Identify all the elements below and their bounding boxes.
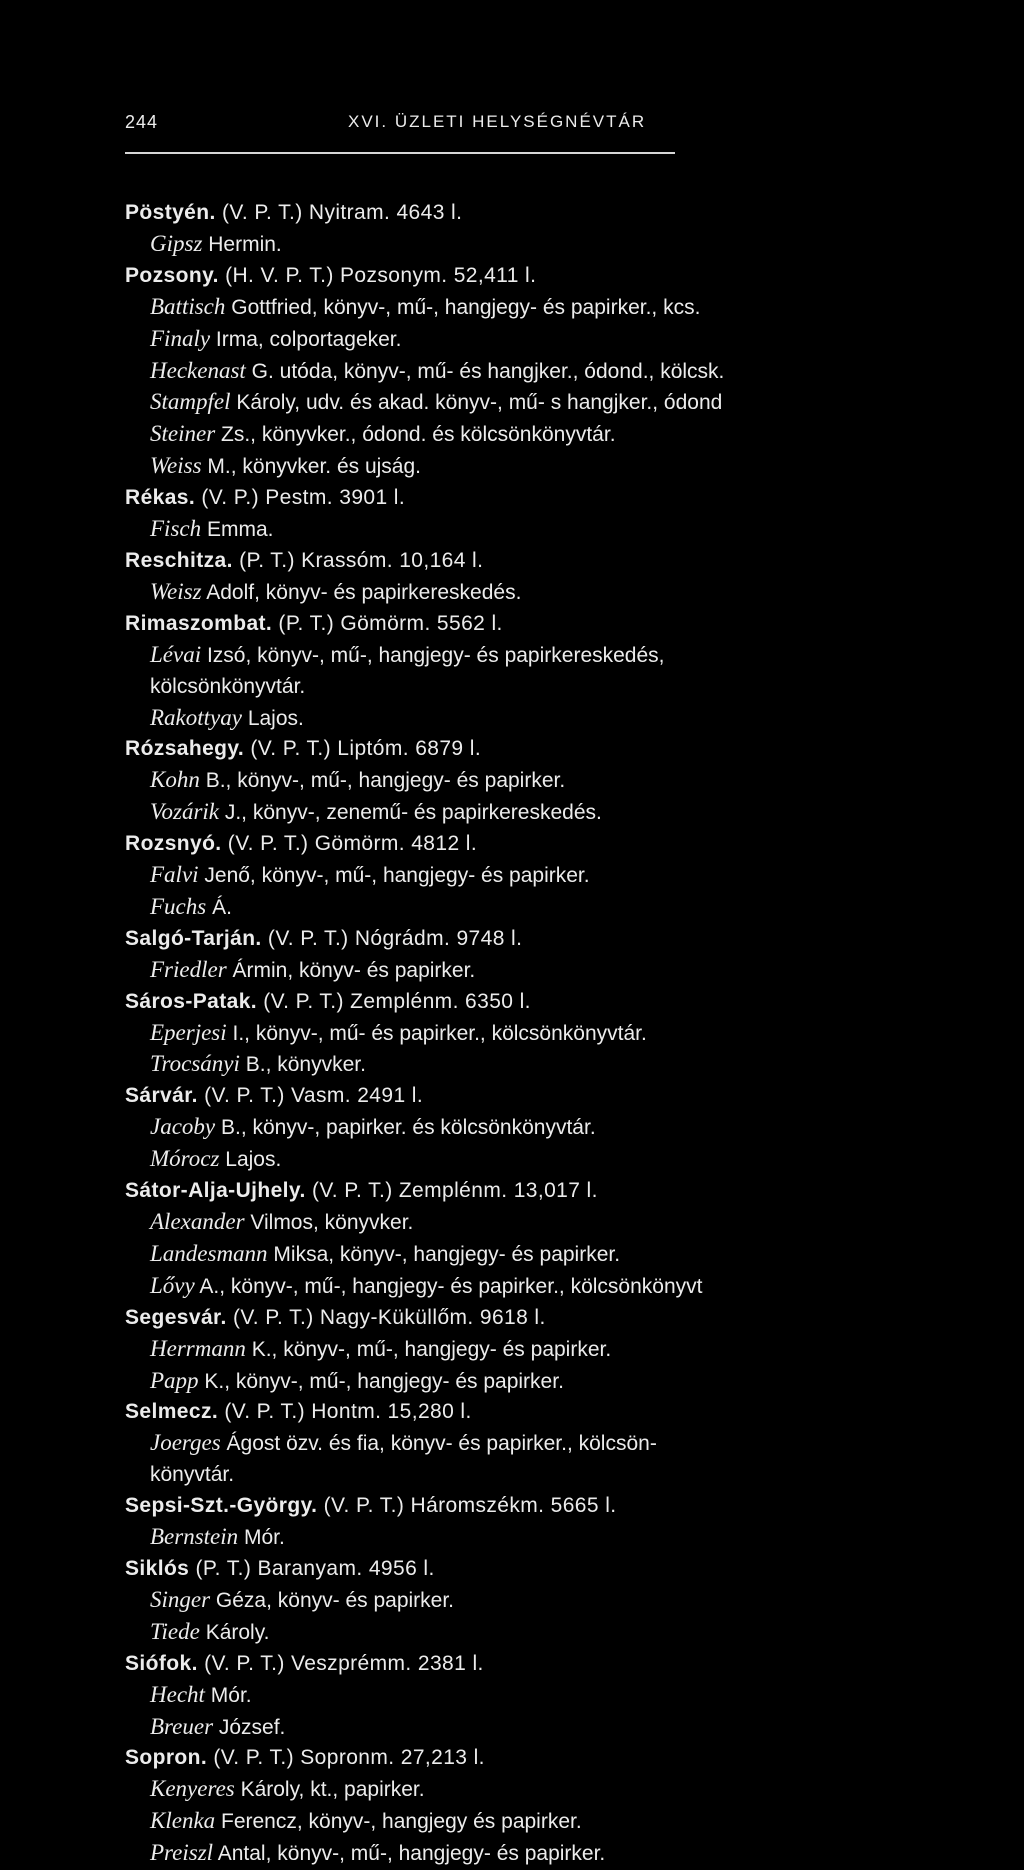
business-description: Emma. — [206, 518, 274, 542]
business-description: Miksa, könyv-, hangjegy- és papirker. — [273, 1242, 621, 1266]
place-meta: (V. P. T.) Zemplénm. 13,017 l. — [311, 1179, 598, 1203]
business-name: Weiss — [150, 453, 202, 479]
business-entry — [125, 356, 915, 388]
place-meta: (V. P. T.) Háromszékm. 5665 l. — [323, 1494, 617, 1518]
business-description: Jenő, könyv-, mű-, hangjegy- és papirker. — [204, 864, 590, 888]
entry-continuation — [125, 672, 915, 703]
business-name: Hecht — [150, 1681, 205, 1707]
business-description: Á. — [212, 895, 232, 919]
business-description: Károly. — [205, 1620, 270, 1644]
business-description: I., könyv-, mű- és papirker., kölcsönkönyvtár. — [232, 1021, 647, 1045]
place-meta: (V. P. T.) Nyitram. 4643 l. — [221, 201, 463, 224]
business-description: Lajos. — [247, 706, 304, 730]
business-name: Singer — [150, 1586, 211, 1612]
place-name: Pöstyén. — [125, 201, 216, 224]
business-entry — [125, 703, 915, 735]
business-name: Heckenast — [150, 357, 246, 383]
entry-continuation — [125, 1460, 915, 1491]
place-meta: (V. P. T.) Gömörm. 4812 l. — [227, 832, 478, 856]
place-meta: (V. P. T.) Veszprémm. 2381 l. — [204, 1651, 484, 1675]
business-description: Ágost özv. és fia, könyv- és papirker., kölcsön- — [226, 1432, 657, 1456]
place-heading — [125, 1491, 915, 1522]
business-name: Tiede — [150, 1618, 200, 1644]
business-name: Vozárik — [150, 799, 219, 825]
business-entry — [125, 387, 915, 419]
business-description: Vilmos, könyvker. — [250, 1211, 414, 1234]
place-name: Segesvár. — [125, 1305, 227, 1329]
business-description: K., könyv-, mű-, hangjegy- és papirker. — [251, 1337, 612, 1361]
directory-listing — [125, 198, 915, 1870]
place-meta: (V. P.) Pestm. 3901 l. — [201, 486, 406, 510]
place-name: Sárvár. — [125, 1084, 198, 1108]
place-name: Rékas. — [125, 486, 196, 510]
business-entry — [125, 324, 915, 356]
business-entry — [125, 860, 915, 892]
business-description: József. — [218, 1715, 286, 1739]
business-entry — [125, 1774, 915, 1806]
business-name: Falvi — [150, 862, 199, 888]
business-entry — [125, 1806, 915, 1838]
place-name: Pozsony. — [125, 263, 219, 287]
business-entry — [125, 1018, 915, 1050]
business-description: B., könyv-, papirker. és kölcsönkönyvtár. — [220, 1116, 596, 1140]
business-entry — [125, 577, 915, 609]
business-name: Friedler — [150, 956, 227, 982]
business-name: Herrmann — [150, 1335, 246, 1361]
business-name: Preiszl — [150, 1840, 214, 1866]
business-entry — [125, 1144, 915, 1176]
business-entry — [125, 1207, 915, 1239]
place-meta: (V. P. T.) Zemplénm. 6350 l. — [263, 989, 531, 1013]
business-description: Irma, colportageker. — [215, 327, 402, 351]
place-heading — [125, 1649, 915, 1680]
business-description: Zs., könyvker., ódond. és kölcsönkönyvtár. — [221, 423, 616, 447]
place-heading — [125, 1554, 915, 1585]
place-name: Siklós — [125, 1556, 190, 1580]
business-description: Lajos. — [225, 1148, 282, 1172]
header-rule — [125, 152, 675, 154]
place-meta: (V. P. T.) Sopronm. 27,213 l. — [213, 1746, 485, 1770]
place-meta: (V. P. T.) Vasm. 2491 l. — [204, 1084, 424, 1108]
place-name: Sáros-Patak. — [125, 989, 258, 1013]
place-heading — [125, 829, 915, 860]
place-meta: (V. P. T.) Liptóm. 6879 l. — [250, 737, 482, 761]
business-name: Landesmann — [150, 1240, 268, 1266]
place-heading — [125, 1303, 915, 1334]
place-heading — [125, 987, 915, 1018]
place-heading — [125, 924, 915, 955]
business-name: Klenka — [150, 1808, 216, 1834]
business-name: Papp — [150, 1367, 199, 1393]
business-name: Rakottyay — [150, 704, 242, 730]
place-name: Selmecz. — [125, 1400, 219, 1424]
business-name: Joerges — [150, 1430, 221, 1456]
business-entry — [125, 1428, 915, 1460]
business-name: Jacoby — [150, 1114, 216, 1140]
business-description: Adolf, könyv- és papirkereskedés. — [206, 580, 522, 604]
business-entry — [125, 1271, 915, 1303]
place-meta: (V. P. T.) Nógrádm. 9748 l. — [267, 926, 523, 950]
business-entry — [125, 1585, 915, 1617]
place-meta: (P. T.) Krassóm. 10,164 l. — [239, 548, 484, 572]
business-entry — [125, 1112, 915, 1144]
place-meta: (P. T.) Gömörm. 5562 l. — [278, 611, 503, 635]
business-entry — [125, 640, 915, 672]
place-heading — [125, 483, 915, 514]
business-name: Weisz — [150, 578, 202, 604]
business-description: J., könyv-, zenemű- és papirkereskedés. — [224, 801, 602, 825]
place-name: Salgó-Tarján. — [125, 926, 262, 950]
business-entry — [125, 1617, 915, 1649]
place-name: Sátor-Alja-Ujhely. — [125, 1179, 306, 1203]
business-description: Antal, könyv-, mű-, hangjegy- és papirker. — [217, 1842, 606, 1866]
business-name: Battisch — [150, 293, 226, 319]
place-meta: (P. T.) Baranyam. 4956 l. — [195, 1556, 435, 1580]
business-description: A., könyv-, mű-, hangjegy- és papirker., kölcsönkönyvt — [199, 1274, 703, 1298]
continuation-text: kölcsönkönyvtár. — [150, 674, 306, 698]
business-name: Eperjesi — [150, 1019, 227, 1045]
business-description: Károly, kt., papirker. — [240, 1778, 425, 1802]
business-name: Kenyeres — [150, 1776, 235, 1802]
business-name: Bernstein — [150, 1524, 239, 1550]
business-description: Mór. — [210, 1683, 252, 1707]
business-entry — [125, 1838, 915, 1870]
business-description: Mór. — [244, 1526, 285, 1550]
place-meta: (V. P. T.) Hontm. 15,280 l. — [224, 1400, 472, 1424]
business-name: Kohn — [150, 767, 200, 793]
business-description: Károly, udv. és akad. könyv-, mű- s hangjker., ódond — [236, 391, 723, 415]
place-heading — [125, 261, 915, 292]
business-entry — [125, 1522, 915, 1554]
business-name: Trocsányi — [150, 1051, 240, 1077]
place-heading — [125, 609, 915, 640]
business-entry — [125, 1712, 915, 1744]
business-entry — [125, 229, 915, 261]
business-name: Finaly — [150, 325, 211, 351]
place-heading — [125, 1397, 915, 1428]
page-number: 244 — [125, 112, 159, 132]
continuation-text: könyvtár. — [150, 1463, 235, 1487]
place-name: Sopron. — [125, 1746, 208, 1770]
page-header — [125, 112, 905, 142]
running-title: XVI. ÜZLETI HELYSÉGNÉVTÁR — [348, 112, 647, 131]
business-entry — [125, 1334, 915, 1366]
business-description: M., könyvker. és ujság. — [207, 455, 421, 479]
place-name: Siófok. — [125, 1651, 198, 1675]
place-name: Sepsi-Szt.-György. — [125, 1494, 318, 1518]
business-name: Steiner — [150, 421, 216, 447]
business-name: Mórocz — [150, 1146, 220, 1172]
business-name: Lővy — [150, 1272, 195, 1298]
business-name: Alexander — [150, 1209, 245, 1234]
place-heading — [125, 1081, 915, 1112]
business-entry — [125, 1366, 915, 1398]
business-entry — [125, 1049, 915, 1081]
place-heading — [125, 1743, 915, 1774]
place-heading — [125, 546, 915, 577]
business-name: Breuer — [150, 1713, 214, 1739]
business-entry — [125, 955, 915, 987]
business-entry — [125, 514, 915, 546]
business-entry — [125, 292, 915, 324]
business-description: Gottfried, könyv-, mű-, hangjegy- és papirker., kcs. — [231, 295, 701, 319]
business-name: Lévai — [150, 641, 202, 667]
place-name: Reschitza. — [125, 548, 233, 572]
place-name: Rimaszombat. — [125, 611, 273, 635]
business-name: Fisch — [150, 516, 202, 542]
place-name: Rózsahegy. — [125, 737, 245, 761]
business-description: G. utóda, könyv-, mű- és hangjker., ódond., kölcsk. — [251, 359, 725, 383]
business-name: Stampfel — [150, 389, 231, 415]
business-name: Fuchs — [150, 893, 207, 919]
place-heading — [125, 734, 915, 765]
business-entry — [125, 419, 915, 451]
business-entry — [125, 1680, 915, 1712]
business-description: B., könyvker. — [245, 1053, 366, 1077]
business-entry — [125, 765, 915, 797]
business-description: Géza, könyv- és papirker. — [215, 1588, 455, 1612]
business-description: Ferencz, könyv-, hangjegy és papirker. — [221, 1810, 582, 1834]
business-entry — [125, 1239, 915, 1271]
place-meta: (V. P. T.) Nagy-Küküllőm. 9618 l. — [232, 1305, 546, 1329]
business-description: B., könyv-, mű-, hangjegy- és papirker. — [205, 769, 566, 793]
business-description: Izsó, könyv-, mű-, hangjegy- és papirkereskedés, — [206, 643, 665, 667]
business-name: Gipsz — [150, 230, 203, 256]
business-description: Hermin. — [208, 232, 282, 256]
business-entry — [125, 797, 915, 829]
place-name: Rozsnyó. — [125, 832, 222, 856]
place-meta: (H. V. P. T.) Pozsonym. 52,411 l. — [225, 263, 537, 287]
business-entry — [125, 451, 915, 483]
business-description: Ármin, könyv- és papirker. — [232, 958, 476, 982]
place-heading — [125, 1176, 915, 1207]
business-entry — [125, 892, 915, 924]
place-heading — [125, 198, 915, 229]
business-description: K., könyv-, mű-, hangjegy- és papirker. — [204, 1369, 564, 1393]
